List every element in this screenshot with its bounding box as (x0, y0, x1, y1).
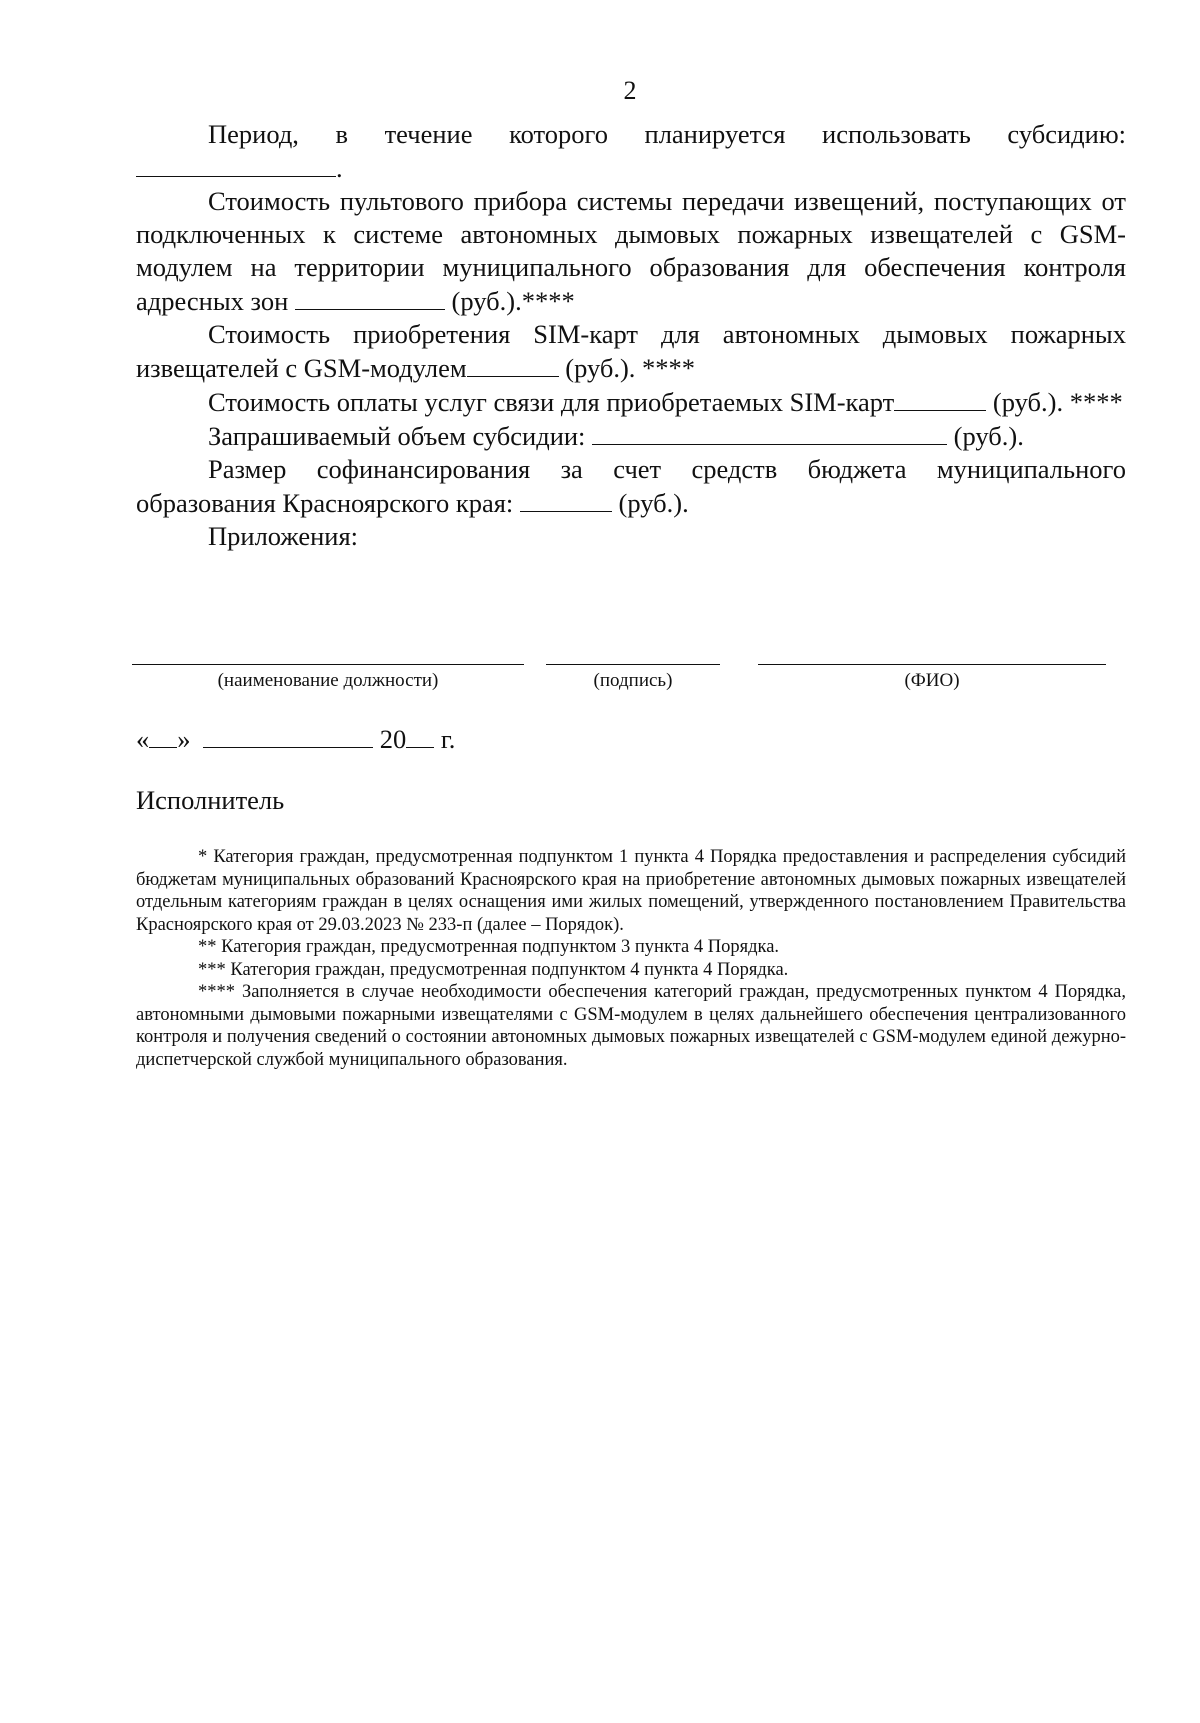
footnote-4: **** Заполняется в случае необходимости обеспечения категорий граждан, предусмотренных пунктом 4 Порядка, автономными дымовыми пожарными извещателями с GSM-модулем в целях дальнейшего обеспечения централизованного контроля и получения сведений о состоянии автономных дымовых пожарных извещателей с GSM-модулем единой дежурно-диспетчерской службой муниципального образования. (136, 982, 1126, 1070)
period-blank[interactable] (136, 151, 336, 177)
name-caption: (ФИО) (904, 670, 960, 691)
sim-cost-paragraph (136, 318, 1126, 385)
cofinancing-blank[interactable] (520, 486, 612, 512)
comm-cost-blank[interactable] (894, 385, 986, 411)
cofinancing-unit: (руб.). (618, 488, 689, 518)
date-line (136, 722, 455, 756)
footnote-2: ** Категория граждан, предусмотренная подпунктом 3 пункта 4 Порядка. (198, 937, 780, 957)
signature-caption: (подпись) (593, 670, 673, 691)
footnote-3: *** Категория граждан, предусмотренная подпунктом 4 пункта 4 Порядка. (198, 959, 789, 980)
console-cost-paragraph (136, 185, 1126, 318)
period-label: Период, в течение которого планируется использовать субсидию: (208, 119, 1126, 149)
sim-cost-label: Стоимость приобретения SIM-карт для автономных дымовых пожарных извещателей с GSM-модулем (136, 319, 1126, 383)
period-blank-line (136, 151, 1126, 185)
period-line (136, 118, 1126, 151)
page-number: 2 (623, 76, 637, 105)
date-year-prefix: 20 (379, 724, 407, 754)
subsidy-amount-unit: (руб.). (953, 421, 1024, 451)
position-caption: (наименование должности) (217, 670, 439, 691)
comm-cost-unit: (руб.). **** (992, 387, 1123, 417)
date-month-blank[interactable] (203, 722, 373, 748)
date-open-quote: « (136, 724, 150, 754)
date-close-quote: » (177, 724, 191, 754)
cofinancing-paragraph (136, 453, 1126, 520)
attachments-paragraph (136, 520, 1126, 553)
footnotes (136, 846, 1126, 1071)
attachments-label: Приложения: (208, 521, 359, 551)
console-cost-unit: (руб.).**** (451, 286, 575, 316)
comm-cost-label: Стоимость оплаты услуг связи для приобретаемых SIM-карт (208, 387, 895, 417)
form-body (136, 118, 1126, 553)
position-line[interactable] (132, 664, 524, 665)
date-year-blank[interactable] (406, 722, 434, 748)
sim-cost-unit: (руб.). **** (565, 353, 696, 383)
signature-row (0, 664, 1200, 704)
date-day-blank[interactable] (149, 722, 177, 748)
signature-line[interactable] (546, 664, 720, 665)
subsidy-amount-blank[interactable] (592, 419, 947, 445)
comm-cost-paragraph (136, 385, 1126, 419)
date-year-suffix: г. (440, 724, 456, 754)
subsidy-amount-label: Запрашиваемый объем субсидии: (208, 421, 586, 451)
console-cost-blank[interactable] (295, 284, 445, 310)
subsidy-amount-paragraph (136, 419, 1126, 453)
console-cost-label: Стоимость пультового прибора системы передачи извещений, поступающих от подключенных к системе автономных дымовых пожарных извещателей с GSM-модулем на территории муниципального образования для обеспечения контроля адресных зон (136, 186, 1126, 316)
period-end: . (336, 153, 343, 183)
sim-cost-blank[interactable] (467, 351, 559, 377)
executor-label: Исполнитель (136, 785, 285, 815)
cofinancing-label: Размер софинансирования за счет средств бюджета муниципального образования Красноярского края: (136, 454, 1126, 518)
footnote-1: * Категория граждан, предусмотренная подпунктом 1 пункта 4 Порядка предоставления и распределения субсидий бюджетам муниципальных образований Красноярского края на приобретение автономных дымовых пожарных извещателей отдельным категориям граждан в целях оснащения ими жилых помещений, утвержденного постановлением Правительства Красноярского края от 29.03.2023 № 233-п (далее – Порядок). (136, 847, 1126, 935)
name-line[interactable] (758, 664, 1106, 665)
